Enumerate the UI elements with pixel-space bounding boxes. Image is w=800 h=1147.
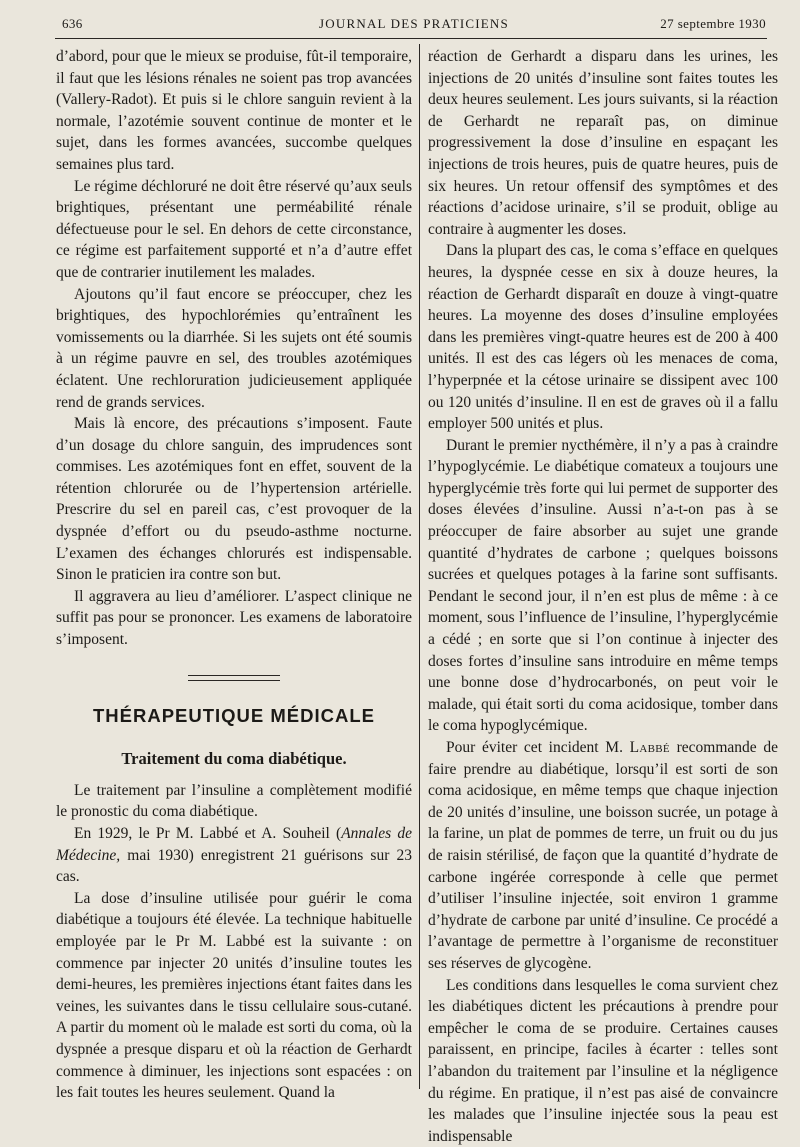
article-title: Traitement du coma diabétique. xyxy=(121,749,347,769)
paragraph: Le régime déchloruré ne doit être réservé qu’aux seuls brightiques, présentant une perméabilité rénale défectueuse pour le sel. En dehors de cette circonstance, ce régime est parfaitement supporté et n’a d’autre effet que de contrarier inutilement les malades. xyxy=(56,177,412,281)
paragraph: Le traitement par l’insuline a complètement modifié le pronostic du coma diabétique. xyxy=(56,781,412,821)
author-name: Labbé xyxy=(629,739,670,756)
section-separator xyxy=(188,675,280,681)
journal-reference: Annales de Médecine, xyxy=(56,825,412,864)
left-column xyxy=(56,46,412,1104)
paragraph: réaction de Gerhardt a disparu dans les urines, les injections de 20 unités d’insuline sont faites toutes les deux heures seulement. Les jours suivants, si la réaction de Gerhardt ne reparaît pas, on diminue progressivement la dose d’insuline en espaçant les injections de trois heures, puis de quatre heures, puis de six heures. Un retour offensif des symptômes et des réactions d’acidose urinaire, s’il se produit, oblige au contraire à augmenter les doses. xyxy=(428,48,778,238)
paragraph: Dans la plupart des cas, le coma s’efface en quelques heures, la dyspnée cesse en six à douze heures, la réaction de Gerhardt disparaît en douze à vingt-quatre heures. La moyenne des doses d’insuline employées dans les premières vingt-quatre heures est de 200 à 400 unités. Il est des cas légers où les menaces de coma, l’hyperpnée et la cétose urinaire se dissipent avec 100 ou 120 unités d’insuline. Il en est de graves où il a fallu employer 500 unités et plus. xyxy=(428,242,778,433)
paragraph: Durant le premier nycthémère, il n’y a pas à craindre l’hypoglycémie. Le diabétique comateux a toujours une hyperglycémie très forte qui lui permet de supporter des doses élevées d’insuline. Aussi n’a-t-on pas à se préoccuper de faire absorber au sujet une grande quantité d’hydrates de carbone ; quelques boissons sucrées et quelques potages à la farine sont suffisants. Pendant le second jour, il n’en est plus de même : à ce moment, sous l’influence de l’insuline, l’hyperglycémie a cédé ; en sorte que si l’on continue à injecter des doses fortes d’insuline sans introduire en même temps une bonne dose d’hydrocarbonés, on peut voir le malade, qui était sorti du coma acidosique, tomber dans le coma hypoglycémique. xyxy=(428,436,778,735)
text-run: mai 1930) enregistrent 21 guérisons sur 23 cas. xyxy=(56,846,412,886)
paragraph xyxy=(428,737,778,975)
running-header xyxy=(62,14,766,36)
text-run: recommande de faire prendre au diabétique, lorsqu’il est sorti de son coma acidosique, en même temps que chaque injection de 20 unités d’insuline, une boisson sucrée, un potage à la farine, un plat de pommes de terre, un fruit ou du jus de raisin stérilisé, de façon que la quantité d’hydrate de carbone ingérée corresponde à celle que permet d’utiliser l’insuline injectée, soit environ 1 gramme d’hydrate de carbone par unité d’insuline. Ce procédé a l’avantage de permettre à l’organisme de reconstituer ses réserves de glycogène. xyxy=(428,739,778,972)
journal-title: JOURNAL DES PRATICIENS xyxy=(319,16,509,31)
paragraph: Les conditions dans lesquelles le coma survient chez les diabétiques dictent les précautions à prendre pour empêcher le coma de se produire. Certaines causes paraissent, en principe, faciles à écarter : telles sont l’abandon du traitement par l’insuline et la négligence du régime. En pratique, il n’est pas aisé de convaincre les malades que l’insuline injectée sous la peau est indispensable xyxy=(428,976,778,1145)
text-run: En 1929, le Pr M. Labbé et A. Souheil ( xyxy=(74,825,342,842)
section-title: THÉRAPEUTIQUE MÉDICALE xyxy=(92,704,376,726)
issue-date: 27 septembre 1930 xyxy=(660,16,766,31)
text-run: Pour éviter cet incident M. xyxy=(446,739,630,756)
paragraph: Il aggravera au lieu d’améliorer. L’aspect clinique ne suffit pas pour se prononcer. Les examens de laboratoire s’imposent. xyxy=(56,587,412,649)
paragraph: Ajoutons qu’il faut encore se préoccuper, chez les brightiques, des hypochlorémies qu’entraînent les vomissements ou la diarrhée. Si les sujets ont été soumis à un régime pauvre en sel, des troubles azotémiques éclatent. Une rechloruration judicieusement appliquée rend de grands services. xyxy=(56,285,412,411)
header-rule xyxy=(55,38,767,39)
page-number: 636 xyxy=(62,16,83,31)
paragraph: d’abord, pour que le mieux se produise, fût-il temporaire, il faut que les lésions rénales ne soient pas trop avancées (Vallery-Radot). Et puis si le chlore sanguin revient à la normale, l’azotémie souvent continue de monter et le sujet, dans les formes avancées, succombe quelques semaines plus tard. xyxy=(56,48,412,173)
column-divider xyxy=(419,44,420,1089)
right-column xyxy=(428,46,778,1147)
paragraph xyxy=(56,823,412,888)
paragraph: Mais là encore, des précautions s’imposent. Faute d’un dosage du chlore sanguin, des imprudences sont commises. Les azotémiques font en effet, souvent de la rétention chlorurée ou de l’hypertension artérielle. Prescrire du sel en pareil cas, c’est provoquer de la dyspnée d’effort ou du pseudo-asthme nocturne. L’examen des échanges chlorurés est indispensable. Sinon le praticien ira contre son but. xyxy=(56,415,412,584)
paragraph: La dose d’insuline utilisée pour guérir le coma diabétique a toujours été élevée. La technique habituelle employée par le Pr M. Labbé est la suivante : on commence par injecter 20 unités d’insuline toutes les demi-heures, les premières injections étant faites dans les veines, les suivantes dans le tissu cellulaire sous-cutané. A partir du moment où le malade est sorti du coma, où la dyspnée a presque disparu et où la réaction de Gerhardt commence à diminuer, les injections sont espacées : on les fait toutes les heures seulement. Quand la xyxy=(56,889,412,1102)
